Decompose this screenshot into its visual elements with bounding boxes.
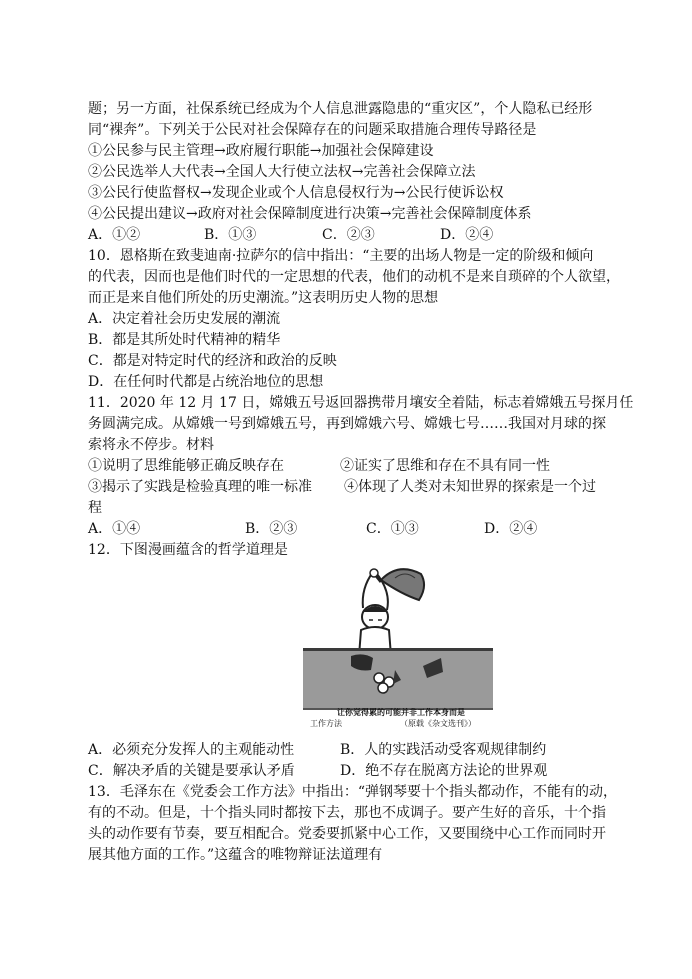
q11-stem-line-3: 索将永不停步。材料: [88, 437, 214, 453]
q10-stem-line-1: 10．恩格斯在致斐迪南·拉萨尔的信中指出：“主要的出场人物是一定的阶级和倾向: [88, 248, 594, 264]
q12-caption-source: （原载《杂文选刊》）: [400, 719, 476, 728]
q11-item-1: ①说明了思维能够正确反映存在: [88, 458, 284, 474]
q10-stem-line-3: 而正是来自他们所处的历史潮流。”这表明历史人物的思想: [88, 290, 439, 306]
q11-option-b[interactable]: B．②③: [245, 521, 298, 537]
q11-stem-line-2: 务圆满完成。从嫦娥一号到嫦娥五号，再到嫦娥六号、嫦娥七号……我国对月球的探: [88, 416, 606, 432]
q12-option-d[interactable]: D．绝不存在脱离方法论的世界观: [340, 763, 548, 779]
q9-item-2: ②公民选举人大代表→全国人大行使立法权→完善社会保障立法: [88, 164, 476, 180]
q12-caption-line-1: 让你觉得累的可能并非工作本身而是: [337, 707, 465, 717]
q11-option-d[interactable]: D．②④: [484, 521, 538, 537]
q9-stem-line-2: 同“裸奔”。下列关于公民对社会保障存在的问题采取措施合理传导路径是: [88, 122, 537, 138]
q10-stem-line-2: 的代表，因而也是他们时代的一定思想的代表，他们的动机不是来自琐碎的个人欲望，: [88, 269, 620, 285]
q11-option-a[interactable]: A．①④: [88, 521, 141, 537]
q13-stem-line-1: 13．毛泽东在《党委会工作方法》中指出：“弹钢琴要十个指头都动作，不能有的动，: [88, 784, 617, 800]
q10-option-b[interactable]: B．都是其所处时代精神的精华: [88, 332, 281, 348]
q11-stem-line-1: 11．2020 年 12 月 17 日，嫦娥五号返回器携带月壤安全着陆，标志着嫦娥五号探月任: [88, 395, 634, 411]
cartoon-drawing: [303, 560, 493, 728]
q12-option-b[interactable]: B．人的实践活动受客观规律制约: [340, 742, 547, 758]
q12-option-c[interactable]: C．解决矛盾的关键是要承认矛盾: [88, 763, 295, 779]
q13-stem-line-4: 展其他方面的工作。”这蕴含的唯物辩证法道理有: [88, 847, 383, 863]
q12-caption-title: 工作方法: [310, 719, 342, 728]
q13-stem-line-3: 头的动作要有节奏，要互相配合。党委要抓紧中心工作，又要围绕中心工作而同时开: [88, 826, 606, 842]
q11-item-4-cont: 程: [88, 500, 102, 516]
q11-item-3: ③揭示了实践是检验真理的唯一标准: [88, 479, 312, 495]
q9-item-1: ①公民参与民主管理→政府履行职能→加强社会保障建设: [88, 143, 434, 159]
q12-cartoon-image: [303, 560, 493, 728]
q10-option-c[interactable]: C．都是对特定时代的经济和政治的反映: [88, 353, 337, 369]
q12-option-a[interactable]: A．必须充分发挥人的主观能动性: [88, 742, 295, 758]
q9-option-c[interactable]: C．②③: [322, 227, 375, 243]
q11-item-2: ②证实了思维和存在不具有同一性: [340, 458, 550, 474]
q10-option-a[interactable]: A．决定着社会历史发展的潮流: [88, 311, 281, 327]
q13-stem-line-2: 有的不动。但是，十个指头同时都按下去，那也不成调子。要产生好的音乐，十个指: [88, 805, 606, 821]
q9-stem-line-1: 题；另一方面，社保系统已经成为个人信息泄露隐患的“重灾区”，个人隐私已经形: [88, 101, 593, 117]
q11-option-c[interactable]: C．①③: [366, 521, 419, 537]
q9-option-d[interactable]: D．②④: [440, 227, 494, 243]
q10-option-d[interactable]: D．在任何时代都是占统治地位的思想: [88, 374, 324, 390]
q11-item-4: ④体现了人类对未知世界的探索是一个过: [344, 479, 596, 495]
q9-option-a[interactable]: A．①②: [88, 227, 141, 243]
q9-option-b[interactable]: B．①③: [204, 227, 257, 243]
q9-item-3: ③公民行使监督权→发现企业或个人信息侵权行为→公民行使诉讼权: [88, 185, 504, 201]
q9-item-4: ④公民提出建议→政府对社会保障制度进行决策→完善社会保障制度体系: [88, 206, 532, 222]
q12-stem: 12．下图漫画蕴含的哲学道理是: [88, 542, 288, 558]
